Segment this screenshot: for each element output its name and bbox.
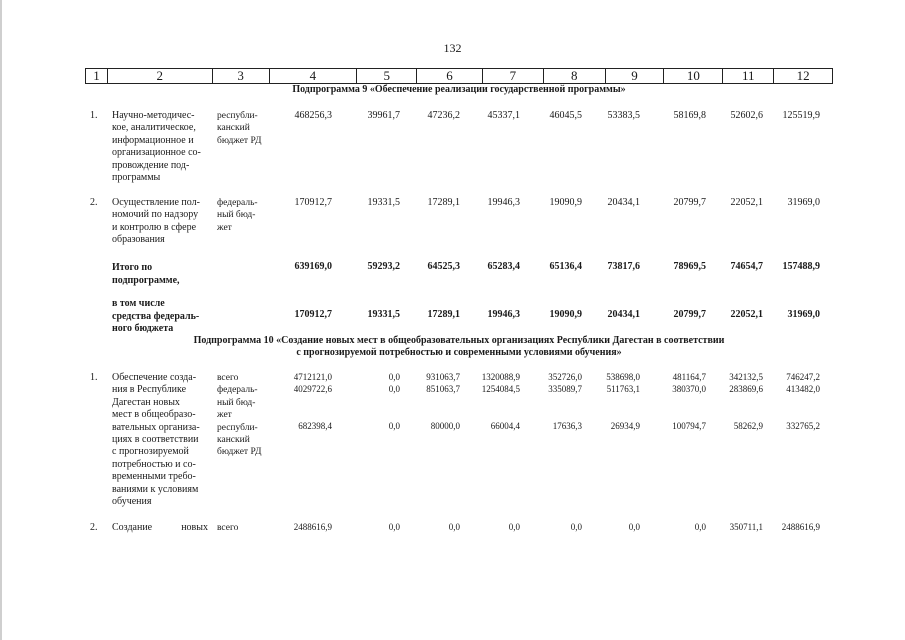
column-number-header bbox=[85, 68, 833, 84]
value-cell: 58262,9 bbox=[733, 421, 763, 431]
row-number: 2. bbox=[90, 197, 98, 208]
row-number: 1. bbox=[90, 372, 98, 383]
value-cell: 0,0 bbox=[628, 522, 640, 532]
value-cell: 380370,0 bbox=[672, 384, 706, 394]
row-number: 1. bbox=[90, 110, 98, 121]
value-cell: 342132,5 bbox=[729, 372, 763, 382]
funding-source: республи- канский бюджет РД bbox=[217, 111, 262, 146]
header-cell: 2 bbox=[108, 69, 213, 83]
value-cell: 100794,7 bbox=[672, 421, 706, 431]
value-cell: 59293,2 bbox=[367, 261, 400, 272]
federal-funds-label: в том числе средства федераль- ного бюджета bbox=[112, 298, 200, 334]
value-cell: 20434,1 bbox=[607, 197, 640, 208]
value-cell: 0,0 bbox=[448, 522, 460, 532]
value-cell: 20799,7 bbox=[673, 197, 706, 208]
value-cell: 19090,9 bbox=[549, 197, 582, 208]
row-number: 2. bbox=[90, 522, 98, 533]
value-cell: 66004,4 bbox=[490, 421, 520, 431]
value-cell: 746247,2 bbox=[786, 372, 820, 382]
funding-source: всего bbox=[217, 523, 239, 533]
row-description: Научно-методичес- кое, аналитическое, информационное и организационное со- провождение под- программы bbox=[112, 110, 201, 184]
value-cell: 65136,4 bbox=[549, 261, 582, 272]
row-description: Создание новых bbox=[112, 522, 208, 533]
value-cell: 335089,7 bbox=[548, 384, 582, 394]
subprogram-10-title-cont: с прогнозируемой потребностью и современными условиями обучения» bbox=[296, 347, 622, 358]
value-cell: 17289,1 bbox=[427, 309, 460, 320]
value-cell: 31969,0 bbox=[787, 197, 820, 208]
value-cell: 170912,7 bbox=[294, 309, 332, 320]
value-cell: 125519,9 bbox=[782, 110, 820, 121]
header-cell: 9 bbox=[606, 69, 665, 83]
value-cell: 350711,1 bbox=[729, 522, 763, 532]
value-cell: 0,0 bbox=[388, 372, 400, 382]
value-cell: 0,0 bbox=[508, 522, 520, 532]
value-cell: 1254084,5 bbox=[481, 384, 520, 394]
header-cell: 6 bbox=[417, 69, 483, 83]
header-cell: 3 bbox=[213, 69, 270, 83]
value-cell: 46045,5 bbox=[549, 110, 582, 121]
value-cell: 0,0 bbox=[388, 421, 400, 431]
value-cell: 52602,6 bbox=[730, 110, 763, 121]
value-cell: 31969,0 bbox=[787, 309, 820, 320]
value-cell: 22052,1 bbox=[730, 197, 763, 208]
row-description: Осуществление пол- номочий по надзору и контролю в сфере образования bbox=[112, 197, 200, 246]
value-cell: 682398,4 bbox=[298, 421, 332, 431]
total-label: Итого по подпрограмме, bbox=[112, 262, 180, 286]
header-cell: 11 bbox=[723, 69, 774, 83]
value-cell: 851063,7 bbox=[426, 384, 460, 394]
value-cell: 931063,7 bbox=[426, 372, 460, 382]
value-cell: 39961,7 bbox=[367, 110, 400, 121]
value-cell: 0,0 bbox=[388, 522, 400, 532]
scan-edge bbox=[0, 0, 2, 640]
value-cell: 20799,7 bbox=[673, 309, 706, 320]
value-cell: 4712121,0 bbox=[293, 372, 332, 382]
funding-source: федераль- ный бюд- жет bbox=[217, 198, 258, 233]
value-cell: 19946,3 bbox=[487, 309, 520, 320]
subprogram-9-title: Подпрограмма 9 «Обеспечение реализации государственной программы» bbox=[292, 84, 626, 95]
value-cell: 78969,5 bbox=[673, 261, 706, 272]
value-cell: 19331,5 bbox=[367, 197, 400, 208]
value-cell: 4029722,6 bbox=[293, 384, 332, 394]
value-cell: 45337,1 bbox=[487, 110, 520, 121]
value-cell: 0,0 bbox=[388, 384, 400, 394]
page-number: 132 bbox=[443, 41, 462, 55]
value-cell: 73817,6 bbox=[607, 261, 640, 272]
value-cell: 65283,4 bbox=[487, 261, 520, 272]
value-cell: 481164,7 bbox=[672, 372, 706, 382]
value-cell: 19331,5 bbox=[367, 309, 400, 320]
subprogram-10-title: Подпрограмма 10 «Создание новых мест в общеобразовательных организациях Республики Дагестан в соответствии bbox=[193, 335, 725, 346]
header-cell: 12 bbox=[796, 68, 810, 83]
value-cell: 26934,9 bbox=[610, 421, 640, 431]
header-cell: 4 bbox=[270, 69, 358, 83]
header-cell: 8 bbox=[544, 69, 606, 83]
value-cell: 170912,7 bbox=[294, 197, 332, 208]
value-cell: 80000,0 bbox=[430, 421, 460, 431]
value-cell: 0,0 bbox=[570, 522, 582, 532]
value-cell: 538698,0 bbox=[606, 372, 640, 382]
value-cell: 352726,0 bbox=[548, 372, 582, 382]
value-cell: 0,0 bbox=[694, 522, 706, 532]
value-cell: 22052,1 bbox=[730, 309, 763, 320]
header-cell: 10 bbox=[664, 69, 723, 83]
value-cell: 2488616,9 bbox=[293, 522, 332, 532]
value-cell: 332765,2 bbox=[786, 421, 820, 431]
value-cell: 17289,1 bbox=[427, 197, 460, 208]
value-cell: 58169,8 bbox=[673, 110, 706, 121]
header-cell: 5 bbox=[357, 69, 417, 83]
value-cell: 2488616,9 bbox=[781, 522, 820, 532]
value-cell: 511763,1 bbox=[606, 384, 640, 394]
value-cell: 74654,7 bbox=[730, 261, 763, 272]
funding-source: всего федераль- ный бюд- жет республи- канский бюджет РД bbox=[217, 373, 262, 458]
value-cell: 1320088,9 bbox=[481, 372, 520, 382]
value-cell: 639169,0 bbox=[294, 261, 332, 272]
value-cell: 468256,3 bbox=[294, 110, 332, 121]
value-cell: 17636,3 bbox=[552, 421, 582, 431]
value-cell: 64525,3 bbox=[427, 261, 460, 272]
header-cell: 1 bbox=[86, 69, 108, 83]
header-cell: 7 bbox=[483, 69, 544, 83]
value-cell: 413482,0 bbox=[786, 384, 820, 394]
value-cell: 283869,6 bbox=[729, 384, 763, 394]
value-cell: 53383,5 bbox=[607, 110, 640, 121]
value-cell: 19090,9 bbox=[549, 309, 582, 320]
value-cell: 19946,3 bbox=[487, 197, 520, 208]
value-cell: 157488,9 bbox=[782, 261, 820, 272]
value-cell: 47236,2 bbox=[427, 110, 460, 121]
row-description: Обеспечение созда- ния в Республике Дагестан новых мест в общеобразо- вательных организа- циях в соответствии с прогнозируемой потребностью и со- временными требо- ваниями к условиям обучения bbox=[112, 372, 200, 508]
value-cell: 20434,1 bbox=[607, 309, 640, 320]
